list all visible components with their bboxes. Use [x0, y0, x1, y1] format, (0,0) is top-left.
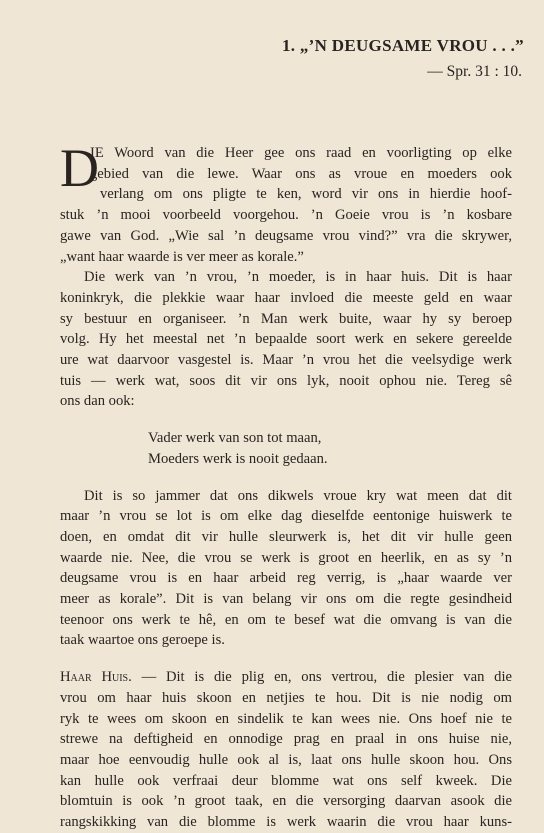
- text-line: taak waartoe ons geroepe is.: [60, 632, 225, 649]
- scripture-reference: — Spr. 31 : 10.: [427, 63, 522, 80]
- text-line: maar ’n vrou se lot is om elke dag dieselfde eentonige huiswerk te: [60, 508, 512, 525]
- text-line: tuis — werk wat, soos dit vir ons lyk, nooit ophou nie. Tereg sê: [60, 372, 512, 389]
- text-line: Die werk van ’n vrou, ’n moeder, is in haar huis. Dit is haar: [84, 269, 512, 286]
- text-line: ure wat daarvoor vasgestel is. Maar ’n vrou het die veelsydige werk: [60, 352, 512, 369]
- text-line: verlang om ons pligte te ken, word vir ons in hierdie hoof-: [100, 186, 512, 203]
- text-span: — Dit is die plig en, ons vertrou, die plesier van die: [131, 669, 512, 686]
- text-line: vrou om haar huis skoon en netjies te hou. Dit is nie nodig om: [60, 689, 512, 706]
- body-text: [60, 138, 512, 833]
- text-line: meer as korale”. Dit is van belang vir ons om die regte gesindheid: [60, 591, 512, 608]
- paragraph-4: [60, 667, 512, 833]
- verse-line: Vader werk van son tot maan,: [148, 430, 322, 447]
- text-line: maar hoe eenvoudig hulle ook al is, laat ons hulle skoon hou. Ons: [60, 751, 512, 768]
- text-line: gawe van God. „Wie sal ’n deugsame vrou vind?” vra die skrywer,: [60, 227, 512, 244]
- text-line: Dit is so jammer dat ons dikwels vroue kry wat meen dat dit: [84, 487, 512, 504]
- text-line: strewe na deftigheid en onnodige prag en praal in ons huise nie,: [60, 731, 512, 748]
- paragraph-2: [60, 267, 512, 412]
- text-line: gebied van die lewe. Waar ons as vroue en moeders ook: [90, 165, 512, 182]
- text-line: stuk ’n mooi voorbeeld voorgehou. ’n Goeie vrou is ’n kosbare: [60, 207, 512, 224]
- verse-line: Moeders werk is nooit gedaan.: [148, 450, 328, 467]
- text-line: ryk te wees om skoon en sindelik te kan wees nie. Ons hoef nie te: [60, 710, 512, 727]
- text-line: „want haar waarde is ver meer as korale.”: [60, 248, 304, 265]
- chapter-title: 1. „’N DEUGSAME VROU . . .”: [281, 36, 524, 55]
- text-line: IE Woord van die Heer gee ons raad en voorligting op elke: [90, 145, 512, 161]
- text-line: rangskikking van die blomme is werk waarin die vrou haar kuns-: [60, 814, 512, 831]
- text-line: sy bestuur en organiseer. ’n Man werk buite, waar hy sy beroep: [60, 310, 512, 327]
- text-line: waarde nie. Nee, die vrou se werk is groot en heerlik, en as sy ’n: [60, 549, 512, 566]
- text-line: deugsame vrou is en haar arbeid reg verrig, is „haar waarde ver: [60, 570, 512, 587]
- text-line: ons dan ook:: [60, 393, 135, 410]
- text-line: kan hulle ook verfraai deur blomme wat ons self kweek. Die: [60, 772, 512, 789]
- drop-cap: D: [60, 138, 99, 198]
- paragraph-3: [60, 486, 512, 652]
- verse-block: [60, 428, 512, 469]
- paragraph-1: [60, 138, 512, 267]
- text-line: blomtuin is ook ’n groot taak, en die versorging daarvan asook die: [60, 793, 512, 810]
- section-heading: Haar Huis.: [60, 669, 132, 686]
- text-line: volg. Hy het meestal net ’n bepaalde soort werk en sekere gereelde: [60, 331, 512, 348]
- text-line: [60, 667, 512, 688]
- text-line: doen, en omdat dit vir hulle sleurwerk is, het dit vir hulle geen: [60, 528, 512, 545]
- text-line: teenoor ons werk te hê, en om te besef wat die omvang is van die: [60, 611, 512, 628]
- text-line: koninkryk, die plekkie waar haar invloed die meeste geld en waar: [60, 289, 512, 306]
